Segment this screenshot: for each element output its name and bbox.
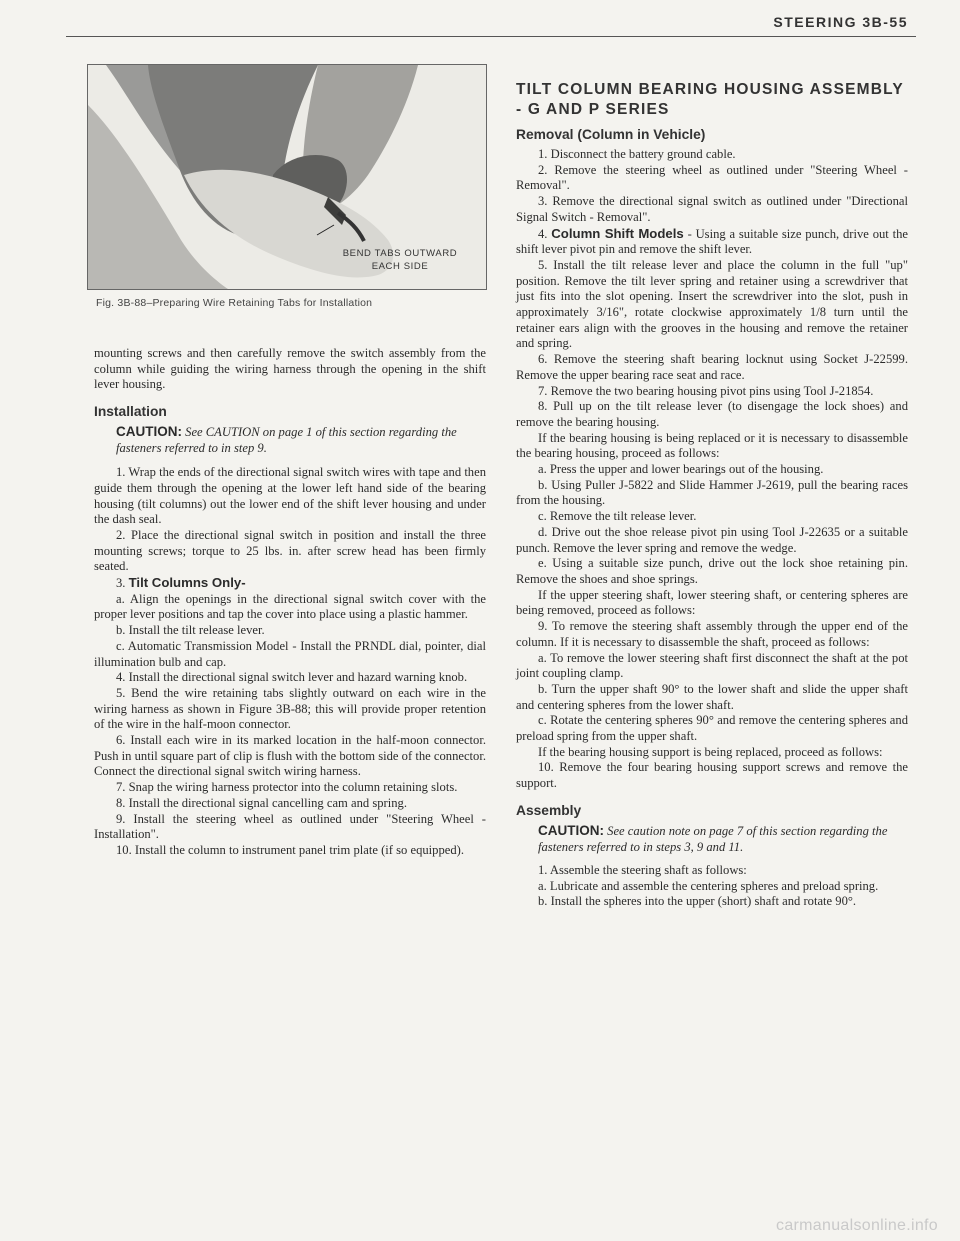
removal-step-6: 6. Remove the steering shaft bearing locknut using Socket J-22599. Remove the upper bearing race seat and race. [516, 352, 908, 382]
removal-step-8a: a. Press the upper and lower bearings out of the housing. [538, 462, 824, 477]
removal-step-8: 8. Pull up on the tilt release lever (to disengage the lock shoes) and remove the bearing housing. [516, 399, 908, 429]
removal-note-3: If the bearing housing support is being replaced, proceed as follows: [538, 744, 883, 759]
step-2: 2. Place the directional signal switch in position and install the three mounting screws; torque to 25 lbs. in. after screw head has been firmly seated. [94, 527, 486, 574]
removal-step-2: 2. Remove the steering wheel as outlined under "Steering Wheel - Removal". [516, 162, 908, 193]
running-header: STEERING 3B-55 [773, 14, 908, 30]
removal-step-4: 4. Column Shift Models - Using a suitable size punch, drive out the shift lever pivot pin and remove the shift lever. [516, 225, 908, 257]
assembly-step-1a: a. Lubricate and assemble the centering spheres and preload spring. [538, 878, 879, 893]
step-3: 3. Tilt Columns Only- [116, 575, 246, 591]
removal-step-9b: b. Turn the upper shaft 90° to the lower shaft and slide the upper shaft and centering spheres from the lower shaft. [516, 681, 908, 712]
removal-step-8d: d. Drive out the shoe release pivot pin using Tool J-22635 or a suitable punch. Remove the lever spring and remove the wedge. [516, 524, 908, 555]
removal-note-1: If the bearing housing is being replaced or it is necessary to disassemble the bearing housing, proceed as follows: [516, 430, 908, 461]
right-column [516, 80, 908, 910]
figure-callout: BEND TABS OUTWARD EACH SIDE [342, 248, 458, 272]
section-title: TILT COLUMN BEARING HOUSING ASSEMBLY - G AND P SERIES [516, 81, 904, 118]
installation-heading: Installation [94, 404, 167, 420]
step-1: 1. Wrap the ends of the directional signal switch wires with tape and then guide them through the opening at the lower left hand side of the bearing housing (tilt columns) out the lower end of the shift lever housing and under the dash seal. [94, 465, 486, 527]
removal-step-3: 3. Remove the directional signal switch as outlined under "Directional Signal Switch - Removal". [516, 194, 908, 224]
assembly-step-1b: b. Install the spheres into the upper (short) shaft and rotate 90°. [538, 894, 857, 909]
step-3b: b. Install the tilt release lever. [116, 623, 265, 638]
caution-label: CAUTION: [116, 424, 182, 440]
removal-note-2: If the upper steering shaft, lower steering shaft, or centering spheres are being removed, proceed as follows: [516, 587, 908, 618]
step-10: 10. Install the column to instrument panel trim plate (if so equipped). [116, 842, 465, 857]
assembly-heading: Assembly [516, 802, 582, 818]
removal-step-9a: a. To remove the lower steering shaft first disconnect the shaft at the pot joint coupling clamp. [516, 650, 908, 681]
step-4: 4. Install the directional signal switch lever and hazard warning knob. [116, 670, 468, 685]
assembly-caution-text: See caution note on page 7 of this section regarding the fasteners referred to in steps 3, 9 and 11. [538, 823, 888, 854]
step-3a: a. Align the openings in the directional signal switch cover with the proper lever positions and tap the cover into place using a plastic hammer. [94, 591, 486, 622]
intro-paragraph: mounting screws and then carefully remove the switch assembly from the column while guiding the wiring harness through the opening in the shift lever housing. [94, 346, 486, 392]
step-3c: c. Automatic Transmission Model - Install the PRNDL dial, pointer, dial illumination bulb and cap. [94, 638, 486, 669]
assembly-step-1: 1. Assemble the steering shaft as follows: [538, 862, 747, 877]
step-7: 7. Snap the wiring harness protector into the column retaining slots. [116, 780, 458, 795]
step-8: 8. Install the directional signal cancelling cam and spring. [116, 795, 407, 810]
figure-3b-88 [87, 64, 487, 290]
step-5: 5. Bend the wire retaining tabs slightly outward on each wire in the wiring harness as shown in Figure 3B-88; this will provide proper retention of the wire in the half-moon connector. [94, 685, 486, 732]
removal-step-9: 9. To remove the steering shaft assembly through the upper end of the column. If it is necessary to disassemble the shaft, proceed as follows: [516, 619, 908, 649]
removal-step-5: 5. Install the tilt release lever and place the column in the full "up" position. Remove the tilt lever spring and retainer using a screwdriver that just fits into the slot opening. Insert the screwdriver into the slot, push in approximately 3/16", rotate clockwise approximately 1/8 turn until the retainer ears align with the grooves in the housing and remove the retainer and spring. [516, 257, 908, 351]
header-rule [66, 36, 916, 37]
removal-step-8e: e. Using a suitable size punch, drive out the lock shoe retaining pin. Remove the shoes and shoe springs. [516, 556, 908, 586]
step-6: 6. Install each wire in its marked location in the half-moon connector. Push in until square part of clip is flush with the bottom side of the connector. Connect the directional signal switch wiring harness. [94, 733, 486, 779]
removal-step-8c: c. Remove the tilt release lever. [538, 509, 697, 524]
assembly-caution-label: CAUTION: [538, 822, 604, 838]
figure-caption: Fig. 3B-88–Preparing Wire Retaining Tabs for Installation [96, 297, 373, 309]
removal-step-8b: b. Using Puller J-5822 and Slide Hammer J-2619, pull the bearing races from the housing. [516, 477, 908, 508]
removal-step-7: 7. Remove the two bearing housing pivot pins using Tool J-21854. [538, 383, 874, 398]
left-column [94, 346, 486, 859]
caution-text: See CAUTION on page 1 of this section regarding the fasteners referred to in step 9. [116, 425, 457, 456]
removal-heading: Removal (Column in Vehicle) [516, 127, 706, 142]
step-9: 9. Install the steering wheel as outlined under "Steering Wheel - Installation". [94, 811, 486, 842]
assembly-caution [538, 823, 908, 855]
removal-step-1: 1. Disconnect the battery ground cable. [538, 147, 736, 161]
site-watermark: carmanualsonline.info [776, 1217, 938, 1234]
caution-note [116, 424, 486, 456]
removal-step-9c: c. Rotate the centering spheres 90° and remove the centering spheres and preload spring from the upper shaft. [516, 713, 908, 744]
removal-step-10: 10. Remove the four bearing housing support screws and remove the support. [516, 760, 908, 791]
